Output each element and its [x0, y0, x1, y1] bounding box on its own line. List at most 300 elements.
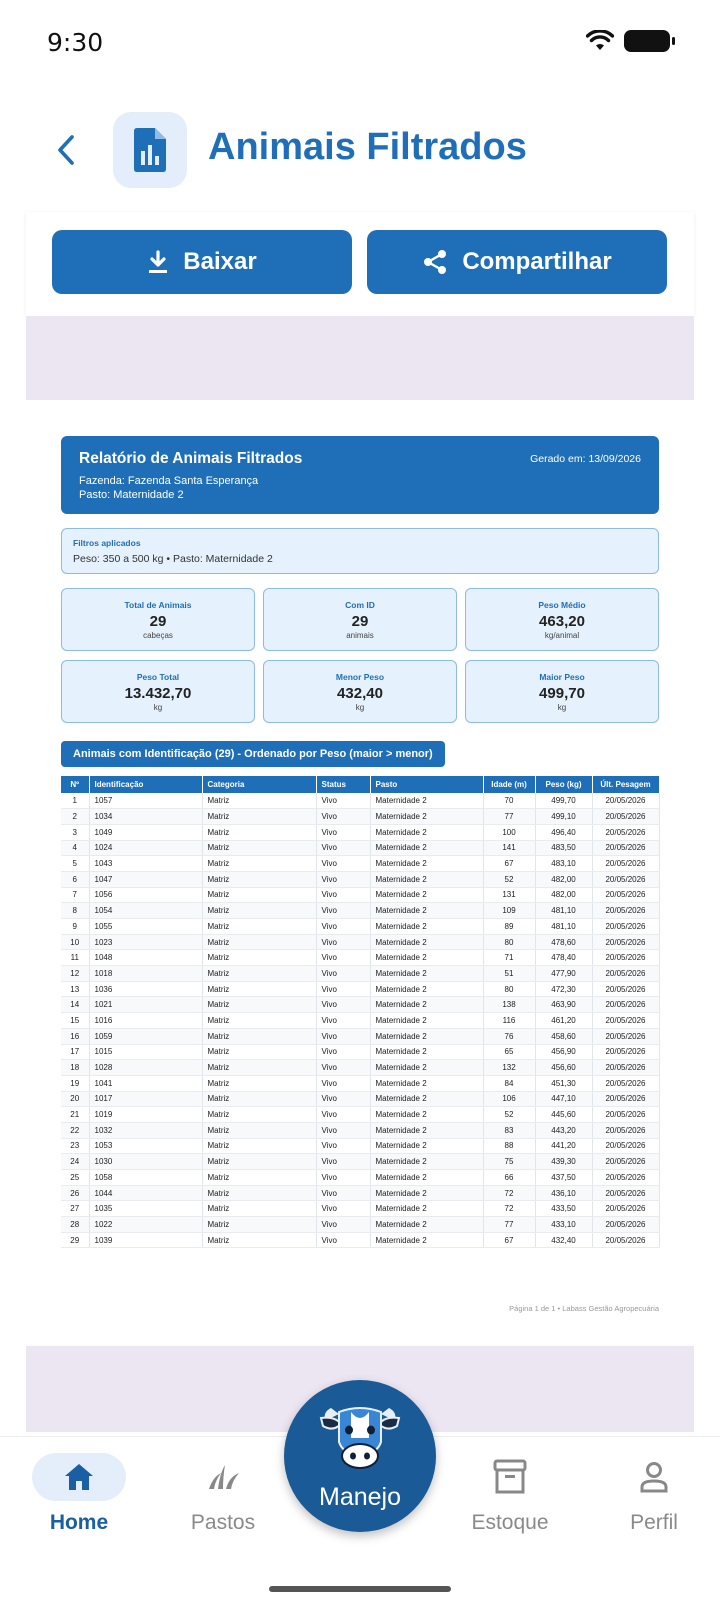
table-cell: 20/05/2026: [592, 1232, 659, 1248]
table-cell: Matriz: [202, 903, 316, 919]
table-cell: 439,30: [535, 1154, 592, 1170]
table-cell: 1015: [89, 1044, 202, 1060]
table-cell: Vivo: [316, 824, 370, 840]
table-cell: 437,50: [535, 1170, 592, 1186]
table-cell: 1028: [89, 1060, 202, 1076]
table-cell: 20/05/2026: [592, 934, 659, 950]
applied-filters: [61, 528, 659, 574]
table-row: [61, 903, 659, 919]
table-cell: Matriz: [202, 1154, 316, 1170]
report-preview[interactable]: [26, 400, 694, 1346]
download-label: Baixar: [183, 248, 257, 275]
table-cell: Vivo: [316, 887, 370, 903]
table-cell: Matriz: [202, 1107, 316, 1123]
table-cell: 4: [61, 840, 89, 856]
nav-perfil-label: Perfil: [630, 1511, 678, 1534]
stat-average-weight: [465, 588, 659, 651]
table-header-cell: Categoria: [202, 776, 316, 793]
table-cell: Matriz: [202, 1044, 316, 1060]
nav-estoque-icon-wrap: [462, 1453, 558, 1501]
table-row: [61, 1107, 659, 1123]
table-row: [61, 919, 659, 935]
table-cell: 20/05/2026: [592, 856, 659, 872]
table-cell: 1032: [89, 1122, 202, 1138]
table-cell: 80: [483, 981, 535, 997]
table-cell: 20/05/2026: [592, 1170, 659, 1186]
table-cell: Vivo: [316, 1170, 370, 1186]
table-cell: 463,90: [535, 997, 592, 1013]
table-cell: Maternidade 2: [370, 887, 483, 903]
table-cell: Maternidade 2: [370, 919, 483, 935]
nav-home-indicator: [32, 1453, 126, 1501]
nav-home[interactable]: [32, 1453, 126, 1535]
nav-estoque[interactable]: [462, 1453, 558, 1535]
table-cell: 481,10: [535, 919, 592, 935]
table-cell: Matriz: [202, 793, 316, 809]
table-header-row: [61, 776, 659, 793]
table-row: [61, 1091, 659, 1107]
table-row: [61, 934, 659, 950]
table-cell: 71: [483, 950, 535, 966]
table-cell: 1041: [89, 1075, 202, 1091]
stat-with-id: [263, 588, 457, 651]
table-cell: 76: [483, 1028, 535, 1044]
table-row: [61, 966, 659, 982]
table-cell: Vivo: [316, 1060, 370, 1076]
stat-value: 463,20: [539, 613, 585, 630]
table-cell: 472,30: [535, 981, 592, 997]
report-title: Relatório de Animais Filtrados: [79, 450, 303, 467]
manejo-button[interactable]: [284, 1380, 436, 1532]
table-cell: Vivo: [316, 809, 370, 825]
cow-icon: [317, 1398, 403, 1476]
table-cell: Matriz: [202, 887, 316, 903]
table-cell: 89: [483, 919, 535, 935]
nav-perfil-icon-wrap: [614, 1453, 694, 1501]
stat-label: Maior Peso: [539, 672, 585, 682]
table-cell: Vivo: [316, 1044, 370, 1060]
archive-box-icon: [493, 1459, 527, 1495]
table-header-cell: Status: [316, 776, 370, 793]
table-row: [61, 1075, 659, 1091]
table-cell: 20/05/2026: [592, 1028, 659, 1044]
table-row: [61, 1028, 659, 1044]
table-cell: 20/05/2026: [592, 840, 659, 856]
table-cell: Matriz: [202, 1091, 316, 1107]
table-cell: 17: [61, 1044, 89, 1060]
table-cell: Maternidade 2: [370, 840, 483, 856]
table-cell: 1058: [89, 1170, 202, 1186]
table-cell: 83: [483, 1122, 535, 1138]
table-cell: 11: [61, 950, 89, 966]
table-cell: 436,10: [535, 1185, 592, 1201]
table-cell: Vivo: [316, 1217, 370, 1233]
table-cell: 20: [61, 1091, 89, 1107]
table-cell: 499,10: [535, 809, 592, 825]
table-cell: 29: [61, 1232, 89, 1248]
table-cell: 1043: [89, 856, 202, 872]
filters-text: Peso: 350 a 500 kg • Pasto: Maternidade 2: [73, 553, 273, 565]
table-header-cell: Pasto: [370, 776, 483, 793]
table-cell: 20/05/2026: [592, 1060, 659, 1076]
table-cell: 26: [61, 1185, 89, 1201]
stat-max-weight: [465, 660, 659, 723]
table-cell: Maternidade 2: [370, 934, 483, 950]
table-cell: 141: [483, 840, 535, 856]
table-cell: 2: [61, 809, 89, 825]
stat-label: Menor Peso: [335, 672, 385, 682]
table-cell: Maternidade 2: [370, 1138, 483, 1154]
wifi-icon: [586, 30, 614, 52]
table-cell: Maternidade 2: [370, 1013, 483, 1029]
table-cell: Vivo: [316, 1185, 370, 1201]
table-cell: 1021: [89, 997, 202, 1013]
back-button[interactable]: [48, 130, 84, 170]
report-generated-date: Gerado em: 13/09/2026: [530, 453, 641, 465]
table-cell: 20/05/2026: [592, 871, 659, 887]
table-row: [61, 1232, 659, 1248]
table-cell: 456,60: [535, 1060, 592, 1076]
table-cell: 481,10: [535, 903, 592, 919]
table-row: [61, 1185, 659, 1201]
table-cell: 1036: [89, 981, 202, 997]
table-cell: 84: [483, 1075, 535, 1091]
table-cell: Maternidade 2: [370, 1232, 483, 1248]
table-cell: Maternidade 2: [370, 1201, 483, 1217]
table-cell: 1044: [89, 1185, 202, 1201]
table-cell: 66: [483, 1170, 535, 1186]
table-cell: Matriz: [202, 1217, 316, 1233]
table-row: [61, 1060, 659, 1076]
table-cell: 132: [483, 1060, 535, 1076]
table-cell: Vivo: [316, 1075, 370, 1091]
table-cell: Vivo: [316, 1122, 370, 1138]
table-cell: 433,10: [535, 1217, 592, 1233]
table-cell: 27: [61, 1201, 89, 1217]
table-cell: Matriz: [202, 856, 316, 872]
table-cell: 445,60: [535, 1107, 592, 1123]
report-pasture: Pasto: Maternidade 2: [79, 489, 184, 501]
stat-unit: cabeças: [143, 631, 173, 640]
table-header-cell: Últ. Pesagem: [592, 776, 659, 793]
table-header-cell: Peso (kg): [535, 776, 592, 793]
table-cell: Maternidade 2: [370, 981, 483, 997]
table-cell: 24: [61, 1154, 89, 1170]
table-cell: 80: [483, 934, 535, 950]
table-cell: 1039: [89, 1232, 202, 1248]
table-cell: Maternidade 2: [370, 1107, 483, 1123]
person-icon: [639, 1461, 669, 1493]
table-cell: 1035: [89, 1201, 202, 1217]
stat-value: 29: [149, 613, 167, 630]
table-cell: 483,50: [535, 840, 592, 856]
report-chart-icon: [132, 127, 168, 173]
table-cell: Matriz: [202, 1185, 316, 1201]
page-header: [0, 112, 720, 190]
table-cell: 1030: [89, 1154, 202, 1170]
table-cell: 1054: [89, 903, 202, 919]
table-cell: 16: [61, 1028, 89, 1044]
table-cell: 20/05/2026: [592, 1091, 659, 1107]
stat-label: Peso Total: [136, 672, 180, 682]
table-row: [61, 1013, 659, 1029]
table-cell: 20/05/2026: [592, 1122, 659, 1138]
share-icon: [422, 249, 448, 275]
table-cell: Vivo: [316, 793, 370, 809]
table-cell: 51: [483, 966, 535, 982]
table-cell: 7: [61, 887, 89, 903]
table-cell: 5: [61, 856, 89, 872]
table-cell: Matriz: [202, 1122, 316, 1138]
table-row: [61, 856, 659, 872]
table-cell: 20/05/2026: [592, 966, 659, 982]
stat-label: Peso Médio: [538, 600, 586, 610]
table-cell: 1024: [89, 840, 202, 856]
table-cell: 6: [61, 871, 89, 887]
table-cell: 88: [483, 1138, 535, 1154]
table-cell: Matriz: [202, 1201, 316, 1217]
table-row: [61, 1217, 659, 1233]
table-cell: 20/05/2026: [592, 919, 659, 935]
stat-unit: kg: [557, 703, 567, 712]
table-cell: 20/05/2026: [592, 950, 659, 966]
stat-unit: kg/animal: [544, 631, 580, 640]
stat-label: Com ID: [345, 600, 375, 610]
chevron-left-icon: [56, 134, 76, 166]
table-cell: 441,20: [535, 1138, 592, 1154]
table-cell: Maternidade 2: [370, 950, 483, 966]
table-cell: 20/05/2026: [592, 793, 659, 809]
table-cell: 12: [61, 966, 89, 982]
home-indicator[interactable]: [269, 1586, 451, 1592]
stat-label: Total de Animais: [124, 600, 192, 610]
status-bar: [0, 0, 720, 90]
nav-pastos[interactable]: [178, 1453, 268, 1535]
table-cell: Maternidade 2: [370, 1185, 483, 1201]
table-cell: 20/05/2026: [592, 1217, 659, 1233]
stat-unit: animais: [346, 631, 374, 640]
stat-value: 499,70: [539, 685, 585, 702]
table-cell: 20/05/2026: [592, 997, 659, 1013]
table-cell: 1053: [89, 1138, 202, 1154]
stat-value: 29: [351, 613, 369, 630]
table-cell: 15: [61, 1013, 89, 1029]
table-cell: Vivo: [316, 966, 370, 982]
table-cell: 20/05/2026: [592, 1107, 659, 1123]
page-title: Animais Filtrados: [208, 126, 527, 168]
table-cell: 13: [61, 981, 89, 997]
table-cell: Maternidade 2: [370, 1075, 483, 1091]
table-cell: Vivo: [316, 950, 370, 966]
table-cell: Vivo: [316, 1091, 370, 1107]
table-cell: 20/05/2026: [592, 981, 659, 997]
table-cell: 72: [483, 1185, 535, 1201]
filters-title: Filtros aplicados: [73, 538, 141, 548]
table-cell: 52: [483, 871, 535, 887]
table-cell: 1047: [89, 871, 202, 887]
table-cell: Matriz: [202, 1060, 316, 1076]
table-row: [61, 1122, 659, 1138]
table-cell: Vivo: [316, 1138, 370, 1154]
table-cell: 67: [483, 856, 535, 872]
download-icon: [147, 250, 169, 274]
table-cell: Maternidade 2: [370, 1154, 483, 1170]
table-cell: 482,00: [535, 887, 592, 903]
table-cell: 478,40: [535, 950, 592, 966]
stat-total-animals: [61, 588, 255, 651]
table-cell: Maternidade 2: [370, 793, 483, 809]
animals-section-title: Animais com Identificação (29) - Ordenado por Peso (maior > menor): [61, 741, 445, 767]
table-cell: 67: [483, 1232, 535, 1248]
table-cell: Matriz: [202, 809, 316, 825]
table-cell: Vivo: [316, 1232, 370, 1248]
report-farm: Fazenda: Fazenda Santa Esperança: [79, 475, 259, 487]
header-icon-box: [113, 112, 187, 188]
table-cell: Vivo: [316, 840, 370, 856]
table-cell: 461,20: [535, 1013, 592, 1029]
table-cell: 1048: [89, 950, 202, 966]
table-cell: 22: [61, 1122, 89, 1138]
table-cell: Vivo: [316, 1201, 370, 1217]
table-cell: Vivo: [316, 1154, 370, 1170]
table-cell: Maternidade 2: [370, 966, 483, 982]
report-header: [61, 436, 659, 514]
table-cell: 14: [61, 997, 89, 1013]
table-cell: 483,10: [535, 856, 592, 872]
table-cell: 10: [61, 934, 89, 950]
table-cell: Maternidade 2: [370, 1060, 483, 1076]
table-cell: 20/05/2026: [592, 887, 659, 903]
table-row: [61, 1138, 659, 1154]
table-cell: Matriz: [202, 981, 316, 997]
table-cell: 100: [483, 824, 535, 840]
table-cell: Maternidade 2: [370, 903, 483, 919]
table-cell: 23: [61, 1138, 89, 1154]
table-cell: 18: [61, 1060, 89, 1076]
table-cell: 443,20: [535, 1122, 592, 1138]
table-row: [61, 871, 659, 887]
table-cell: Vivo: [316, 981, 370, 997]
table-cell: 1056: [89, 887, 202, 903]
table-cell: 433,50: [535, 1201, 592, 1217]
status-icons: [586, 30, 670, 52]
table-cell: 25: [61, 1170, 89, 1186]
table-cell: Matriz: [202, 824, 316, 840]
table-cell: 482,00: [535, 871, 592, 887]
nav-pastos-label: Pastos: [190, 1511, 256, 1534]
table-cell: Maternidade 2: [370, 824, 483, 840]
table-cell: Vivo: [316, 856, 370, 872]
nav-perfil[interactable]: [614, 1453, 694, 1535]
table-cell: Vivo: [316, 1028, 370, 1044]
table-row: [61, 793, 659, 809]
table-cell: Matriz: [202, 934, 316, 950]
stat-min-weight: [263, 660, 457, 723]
actions-card: [26, 212, 694, 316]
table-cell: 447,10: [535, 1091, 592, 1107]
table-cell: Maternidade 2: [370, 856, 483, 872]
report-footer: Página 1 de 1 • Labass Gestão Agropecuária: [509, 1304, 659, 1313]
table-cell: Vivo: [316, 934, 370, 950]
table-cell: 456,90: [535, 1044, 592, 1060]
table-cell: Matriz: [202, 871, 316, 887]
table-cell: Vivo: [316, 1107, 370, 1123]
table-cell: 138: [483, 997, 535, 1013]
stat-value: 13.432,70: [124, 685, 192, 702]
table-cell: 458,60: [535, 1028, 592, 1044]
table-cell: Vivo: [316, 871, 370, 887]
table-cell: 20/05/2026: [592, 1154, 659, 1170]
stat-value: 432,40: [337, 685, 383, 702]
table-cell: Maternidade 2: [370, 1091, 483, 1107]
table-cell: Maternidade 2: [370, 1122, 483, 1138]
table-cell: Vivo: [316, 997, 370, 1013]
table-cell: 19: [61, 1075, 89, 1091]
table-cell: Vivo: [316, 903, 370, 919]
table-cell: Vivo: [316, 919, 370, 935]
table-cell: 20/05/2026: [592, 809, 659, 825]
table-cell: 1016: [89, 1013, 202, 1029]
table-cell: 65: [483, 1044, 535, 1060]
table-header-cell: Nº: [61, 776, 89, 793]
table-cell: 1034: [89, 809, 202, 825]
table-cell: 1059: [89, 1028, 202, 1044]
table-cell: 77: [483, 809, 535, 825]
table-cell: Maternidade 2: [370, 997, 483, 1013]
battery-icon: [624, 30, 670, 52]
table-row: [61, 1170, 659, 1186]
table-cell: 1018: [89, 966, 202, 982]
table-cell: Matriz: [202, 919, 316, 935]
table-cell: 499,70: [535, 793, 592, 809]
table-row: [61, 1201, 659, 1217]
table-cell: 1017: [89, 1091, 202, 1107]
table-header-cell: Identificação: [89, 776, 202, 793]
table-row: [61, 809, 659, 825]
table-cell: 70: [483, 793, 535, 809]
animals-table: [61, 776, 660, 1248]
table-cell: Maternidade 2: [370, 809, 483, 825]
table-row: [61, 981, 659, 997]
table-cell: 28: [61, 1217, 89, 1233]
table-cell: Matriz: [202, 1232, 316, 1248]
table-cell: 432,40: [535, 1232, 592, 1248]
table-cell: Matriz: [202, 997, 316, 1013]
table-cell: 77: [483, 1217, 535, 1233]
table-cell: 1023: [89, 934, 202, 950]
table-cell: 20/05/2026: [592, 903, 659, 919]
table-cell: 131: [483, 887, 535, 903]
table-cell: 478,60: [535, 934, 592, 950]
table-cell: 9: [61, 919, 89, 935]
table-row: [61, 997, 659, 1013]
table-cell: 477,90: [535, 966, 592, 982]
table-cell: Maternidade 2: [370, 1028, 483, 1044]
home-icon: [63, 1462, 95, 1492]
table-cell: Maternidade 2: [370, 1217, 483, 1233]
table-cell: 72: [483, 1201, 535, 1217]
share-button[interactable]: [367, 230, 667, 294]
nav-estoque-label: Estoque: [471, 1511, 549, 1534]
download-button[interactable]: [52, 230, 352, 294]
status-time: 9:30: [47, 28, 104, 57]
table-cell: 20/05/2026: [592, 1044, 659, 1060]
table-cell: Matriz: [202, 1075, 316, 1091]
nav-pastos-icon-wrap: [178, 1453, 268, 1501]
table-cell: Matriz: [202, 950, 316, 966]
table-cell: 496,40: [535, 824, 592, 840]
table-cell: Matriz: [202, 1170, 316, 1186]
